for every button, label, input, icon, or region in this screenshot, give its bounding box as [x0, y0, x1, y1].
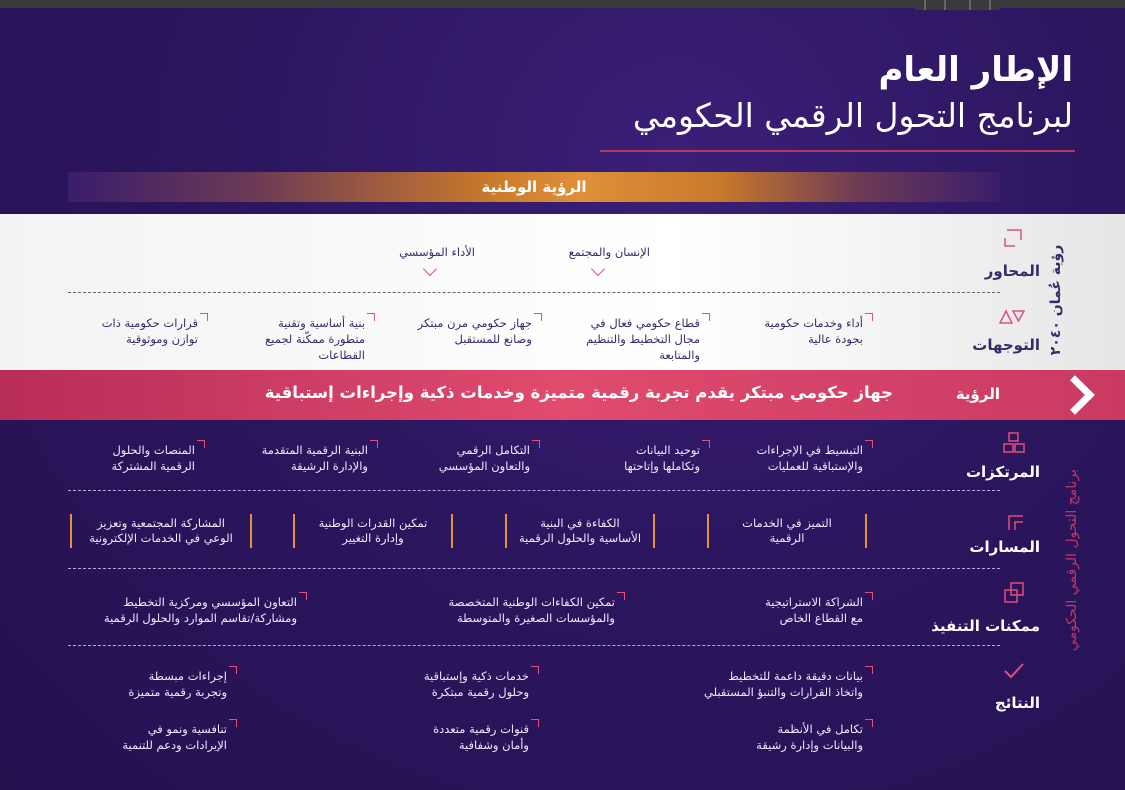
national-vision-label: الرؤية الوطنية	[481, 178, 587, 196]
pillar-item: التبسيط في الإجراءات والإستباقية للعمليات	[756, 442, 863, 474]
path-item: الكفاءة في البنية الأساسية والحلول الرقمية	[505, 514, 655, 548]
program-side-label: برنامج التحول الرقمي الحكومي	[1064, 468, 1080, 652]
path-item: التميز في الخدمات الرقمية	[707, 514, 867, 548]
oman-vision-side-label: رؤية عُمان ٢٠٤٠	[1048, 244, 1064, 356]
overlap-squares-icon	[1003, 582, 1025, 604]
direction-item: جهاز حكومي مرن مبتكر وصانع للمستقبل	[418, 315, 532, 347]
result-item: خدمات ذكية وإستباقية وحلول رقمية مبتكرة	[424, 668, 529, 700]
top-mark-icon	[915, 0, 1000, 10]
results-label: النتائج	[994, 694, 1040, 712]
enablers-label: ممكنات التنفيذ	[931, 617, 1040, 635]
blocks-icon	[1003, 432, 1025, 454]
axis-institutional-performance: الأداء المؤسسي	[399, 245, 475, 259]
direction-item: أداء وخدمات حكومية بجودة عالية	[764, 315, 863, 347]
title-underline	[600, 150, 1075, 152]
pillar-item: التكامل الرقمي والتعاون المؤسسي	[439, 442, 530, 474]
page-subtitle: لبرنامج التحول الرقمي الحكومي	[632, 96, 1073, 135]
divider	[68, 645, 1000, 646]
path-icon	[1003, 510, 1025, 532]
path-item: تمكين القدرات الوطنية وإدارة التغيير	[293, 514, 453, 548]
enabler-item: الشراكة الاستراتيجية مع القطاع الخاص	[765, 594, 863, 626]
divider	[68, 490, 1000, 491]
result-item: قنوات رقمية متعددة وأمان وشفافية	[433, 721, 529, 753]
corner-bracket-icon	[1003, 228, 1025, 248]
direction-item: قطاع حكومي فعال في مجال التخطيط والتنظيم والمتابعة	[586, 315, 700, 363]
paths-label: المسارات	[969, 538, 1040, 556]
result-item: إجراءات مبسطة وتجربة رقمية متميزة	[128, 668, 227, 700]
direction-item: بنية أساسية وتقنية متطورة ممكّنة لجميع القطاعات	[265, 315, 365, 363]
result-item: تنافسية ونمو في الإيرادات ودعم للتنمية	[122, 721, 227, 753]
axes-label: المحاور	[984, 262, 1040, 280]
divider	[68, 568, 1000, 569]
enabler-item: التعاون المؤسسي ومركزية التخطيط ومشاركة/تقاسم الموارد والحلول الرقمية	[104, 594, 297, 626]
page-title: الإطار العام	[878, 50, 1073, 90]
checkmark-icon	[1003, 662, 1025, 680]
pillar-item: توحيد البيانات وتكاملها وإتاحتها	[624, 442, 700, 474]
national-vision-bar	[68, 172, 1000, 202]
divider	[68, 292, 1000, 293]
triangles-icon	[999, 307, 1025, 325]
path-item: المشاركة المجتمعية وتعزيز الوعي في الخدمات الإلكترونية	[70, 514, 252, 548]
pillar-item: المنصات والحلول الرقمية المشتركة	[111, 442, 195, 474]
result-item: بيانات دقيقة داعمة للتخطيط واتخاذ القرارات والتنبؤ المستقبلي	[704, 668, 863, 700]
direction-item: قرارات حكومية ذات توازن وموثوقية	[102, 315, 198, 347]
vision-label: الرؤية	[955, 385, 1000, 403]
directions-label: التوجهات	[972, 336, 1040, 354]
vision-statement: جهاز حكومي مبتكر يقدم تجربة رقمية متميزة وخدمات ذكية وإجراءات إستباقية	[264, 383, 893, 402]
enabler-item: تمكين الكفاءات الوطنية المتخصصة والمؤسسات الصغيرة والمتوسطة	[449, 594, 615, 626]
axis-human-society: الإنسان والمجتمع	[568, 245, 650, 259]
pillar-item: البنية الرقمية المتقدمة والإدارة الرشيقة	[262, 442, 368, 474]
pillars-label: المرتكزات	[965, 463, 1040, 481]
result-item: تكامل في الأنظمة والبيانات وإدارة رشيقة	[756, 721, 863, 753]
